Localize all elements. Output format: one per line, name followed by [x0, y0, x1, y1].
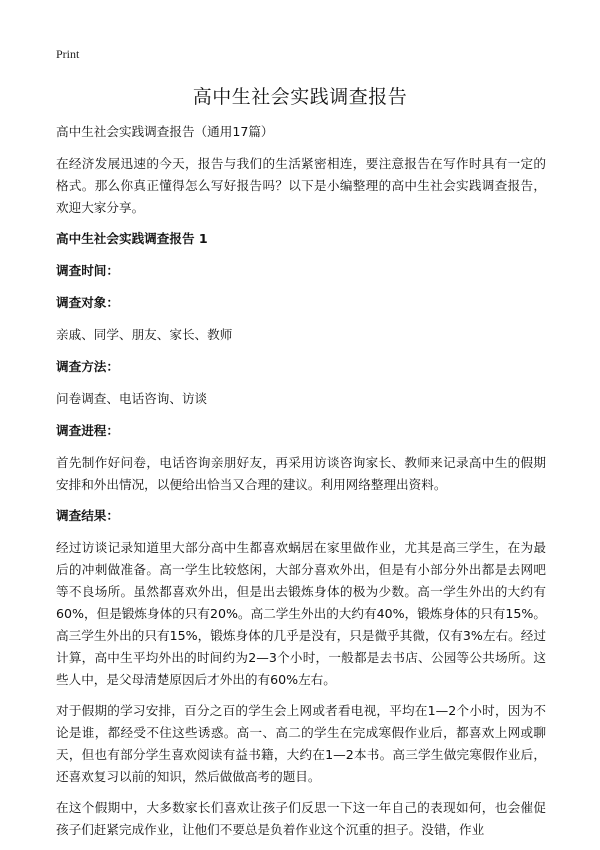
survey-process-value: 首先制作好问卷，电话咨询亲朋好友，再采用访谈咨询家长、教师来记录高中生的假期安排和外出情况，以便给出恰当又合理的建议。利用网络整理出资料。: [56, 455, 546, 492]
section-heading: 高中生社会实践调查报告 1: [56, 231, 208, 246]
document-subtitle: 高中生社会实践调查报告（通用17篇）: [56, 124, 274, 139]
survey-result-label: 调查结果：: [56, 508, 119, 523]
print-link[interactable]: Print: [56, 47, 80, 61]
survey-method-value: 问卷调查、电话咨询、访谈: [56, 391, 208, 406]
survey-process-label: 调查进程：: [56, 423, 119, 438]
result-paragraph-3: 在这个假期中，大多数家长们喜欢让孩子们反思一下这一年自己的表现如何，也会催促孩子们赶紧完成作业，让他们不要总是负着作业这个沉重的担子。没错，作业: [56, 800, 546, 837]
survey-object-label: 调查对象：: [56, 295, 119, 310]
result-paragraph-2: 对于假期的学习安排，百分之百的学生会上网或者看电视，平均在1—2个小时，因为不论是谁，都经受不住这些诱惑。高一、高二的学生在完成寒假作业后，都喜欢上网或聊天，但也有部分学生喜欢阅读有益书籍，大约在1—2本书。高三学生做完寒假作业后，还喜欢复习以前的知识，然后做做高考的题目。: [56, 703, 546, 784]
page-title: 高中生社会实践调查报告: [192, 86, 408, 108]
intro-paragraph: 在经济发展迅速的今天，报告与我们的生活紧密相连，要注意报告在写作时具有一定的格式。那么你真正懂得怎么写好报告吗？以下是小编整理的高中生社会实践调查报告，欢迎大家分享。: [56, 156, 546, 215]
survey-object-value: 亲戚、同学、朋友、家长、教师: [56, 327, 233, 342]
document-body: [56, 121, 546, 850]
survey-time-label: 调查时间：: [56, 263, 119, 278]
survey-method-label: 调查方法：: [56, 359, 119, 374]
result-paragraph-1: 经过访谈记录知道里大部分高中生都喜欢蜗居在家里做作业，尤其是高三学生，在为最后的冲刺做准备。高一学生比较悠闲，大部分喜欢外出，但是有小部分外出都是去网吧等不良场所。虽然都喜欢外出，但是出去锻炼身体的极为少数。高一学生外出的大约有60%，但是锻炼身体的只有20%。高二学生外出的大约有40%，锻炼身体的只有15%。高三学生外出的只有15%，锻炼身体的几乎是没有，只是微乎其微，仅有3%左右。经过计算，高中生平均外出的时间约为2—3个小时，一般都是去书店、公园等公共场所。这些人中，是父母清楚原因后才外出的有60%左右。: [56, 540, 546, 687]
